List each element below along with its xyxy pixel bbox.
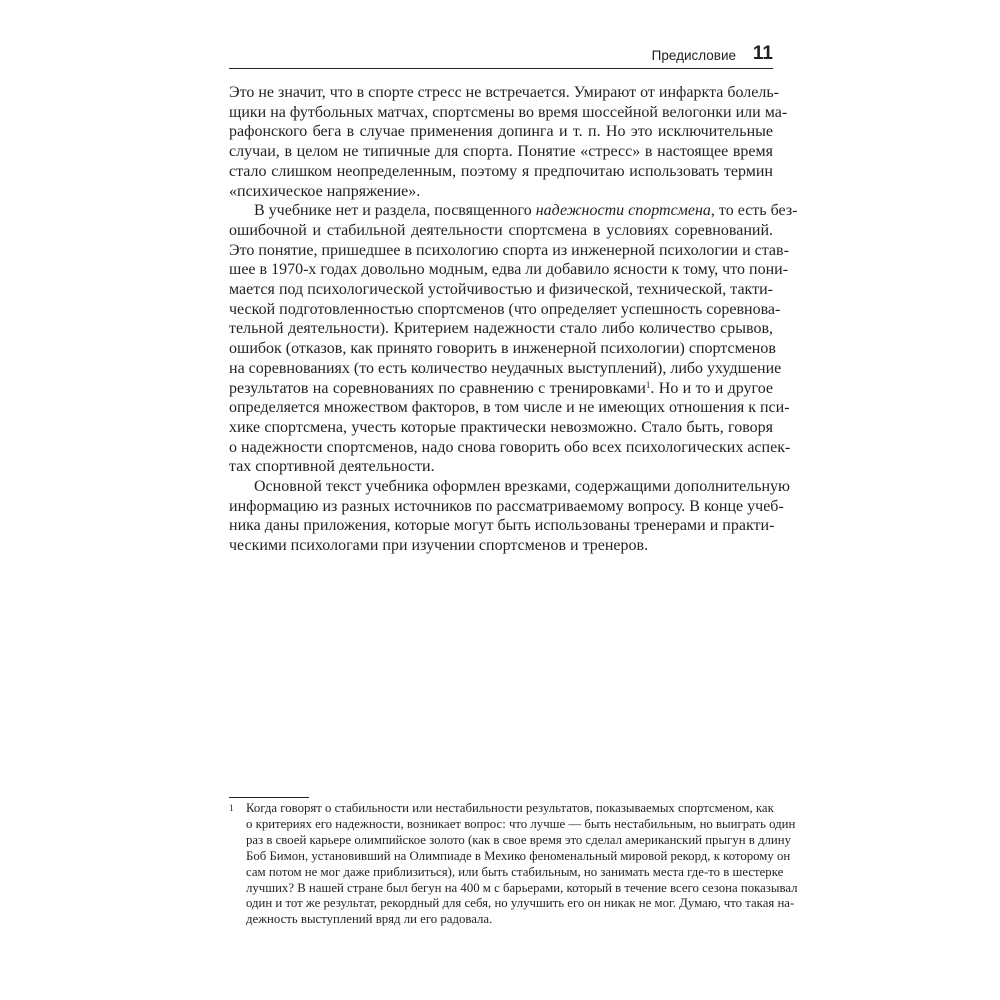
text-line xyxy=(229,379,773,399)
footnote-line: Боб Бимон, установивший на Олимпиаде в Мехико феноменальный мировой рекорд, к которому он xyxy=(246,848,791,863)
paragraph-3 xyxy=(229,477,790,556)
text-line: ошибочной и стабильной деятельности спортсмена в условиях соревнований. xyxy=(229,221,773,239)
text-run: В учебнике нет и раздела, посвященного xyxy=(254,202,536,220)
text-line: хике спортсмена, учесть которые практически невозможно. Стало быть, говоря xyxy=(229,418,773,436)
text-line: щики на футбольных матчах, спортсмены во время шоссейной велогонки или ма- xyxy=(229,103,788,121)
text-line: Это понятие, пришедшее в психологию спорта из инженерной психологии и став- xyxy=(229,241,789,259)
text-line: ника даны приложения, которые могут быть использованы тренерами и практи- xyxy=(229,517,775,535)
text-line: стало слишком неопределенным, поэтому я предпочитаю использовать термин xyxy=(229,162,773,180)
text-line: на соревнованиях (то есть количество неудачных выступлений), либо ухудшение xyxy=(229,359,782,377)
text-run: результатов на соревнованиях по сравнению с тренировками xyxy=(229,379,646,397)
text-line: шее в 1970-х годах довольно модным, едва ли добавило ясности к тому, что пони- xyxy=(229,261,789,279)
footnote-mark: 1 xyxy=(229,803,234,813)
footnote-line: сам потом не мог даже приблизиться), или быть стабильным, но занимать места где-то в шестерке xyxy=(246,864,784,879)
footnote-line: Когда говорят о стабильности или нестабильности результатов, показываемых спортсменом, как xyxy=(246,801,774,815)
paragraph-1 xyxy=(229,83,788,201)
text-line: тах спортивной деятельности. xyxy=(229,458,435,476)
text-line: ческими психологами при изучении спортсменов и тренеров. xyxy=(229,537,649,555)
text-line: тельной деятельности). Критерием надежности стало либо количество срывов, xyxy=(229,320,773,338)
paragraph-2 xyxy=(229,201,798,477)
footnote-divider xyxy=(229,797,309,798)
footnote-line: один и тот же результат, рекордный для себя, но улучшить его он никак не мог. Думаю, что такая на- xyxy=(246,896,795,911)
emphasis-term: надежности спортсмена xyxy=(535,202,711,220)
text-line: определяется множеством факторов, в том числе и не имеющих отношения к пси- xyxy=(229,399,790,417)
body-text xyxy=(229,83,798,556)
running-head xyxy=(229,42,773,69)
text-line: Это не значит, что в спорте стресс не встречается. Умирают от инфаркта болель- xyxy=(229,84,779,101)
footnote-line: о критериях его надежности, возникает вопрос: что лучше — быть нестабильным, но выиграть один xyxy=(246,816,796,831)
page-number: 11 xyxy=(752,43,773,64)
text-line: мается под психологической устойчивостью и физической, технической, такти- xyxy=(229,281,773,299)
footnote-line: дежность выступлений вряд ли его радовала. xyxy=(246,912,493,927)
text-line: рафонского бега в случае применения допинга и т. п. Но это исключительные xyxy=(229,123,773,141)
text-line xyxy=(229,201,798,221)
text-line: случаи, в целом не типичные для спорта. Понятие «стресс» в настоящее время xyxy=(229,143,773,161)
text-line: Основной текст учебника оформлен врезками, содержащими дополнительную xyxy=(254,478,790,496)
text-line: о надежности спортсменов, надо снова говорить обо всех психологических аспек- xyxy=(229,438,791,456)
text-run: . Но и то и другое xyxy=(650,379,774,397)
text-line: ошибок (отказов, как принято говорить в инженерной психологии) спортсменов xyxy=(229,340,776,358)
section-title: Предисловие xyxy=(651,48,736,63)
text-run: , то есть без- xyxy=(710,202,798,220)
footnote-line: раз в своей карьере олимпийское золото (как в свое время это сделал американский прыгун в длину xyxy=(246,832,791,847)
text-line: информацию из разных источников по рассматриваемому вопросу. В конце учеб- xyxy=(229,497,784,515)
footnote-line: лучших? В нашей стране был бегун на 400 м с барьерами, который в течение всего сезона показывал xyxy=(246,880,798,895)
text-line: «психическое напряжение». xyxy=(229,182,421,200)
footnote xyxy=(229,801,798,928)
text-line: ческой подготовленностью спортсменов (что определяет успешность соревнова- xyxy=(229,300,781,318)
footnote-ref[interactable]: 1 xyxy=(645,379,651,390)
